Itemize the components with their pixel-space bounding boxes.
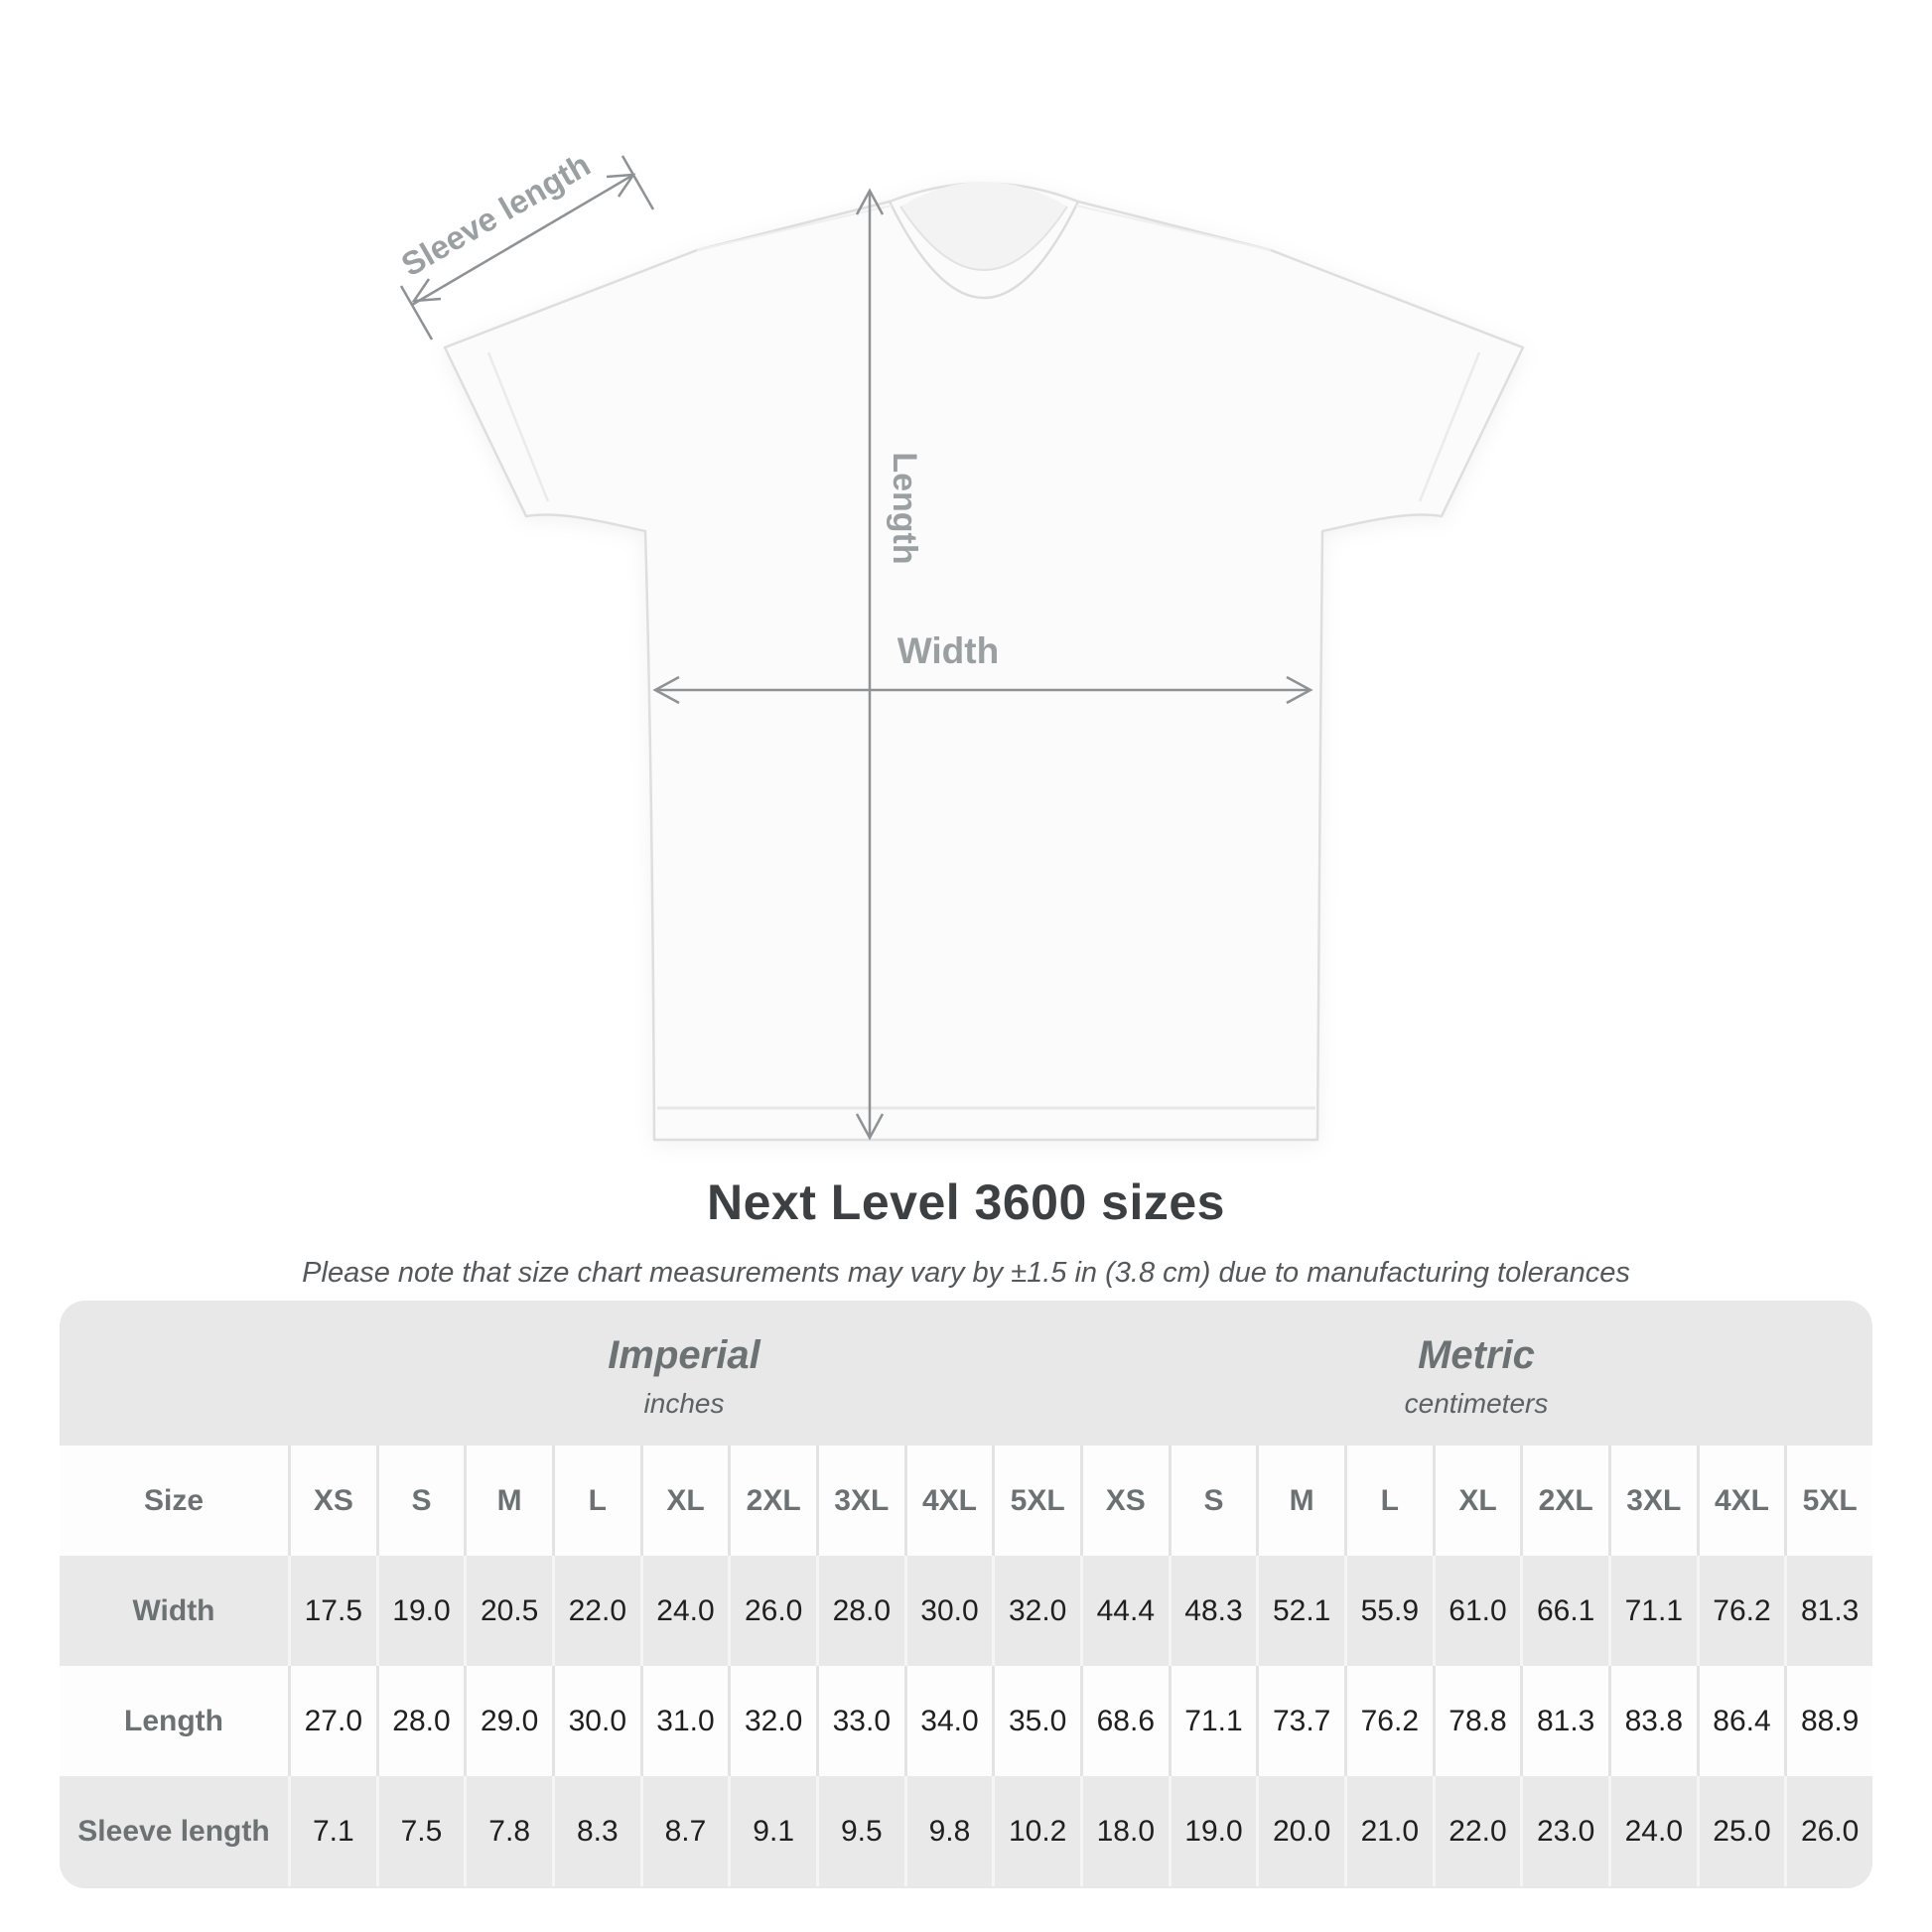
- row-label: Length: [60, 1666, 288, 1776]
- value-cell: 22.0: [1433, 1776, 1521, 1886]
- value-cell: 7.8: [464, 1776, 552, 1886]
- value-cell: 25.0: [1697, 1776, 1785, 1886]
- value-cell: 73.7: [1256, 1666, 1344, 1776]
- value-cell: 8.7: [640, 1776, 729, 1886]
- value-cell: 76.2: [1697, 1556, 1785, 1666]
- value-cell: 8.3: [552, 1776, 640, 1886]
- value-cell: 26.0: [1784, 1776, 1872, 1886]
- value-cell: 86.4: [1697, 1666, 1785, 1776]
- value-cell: 32.0: [992, 1556, 1080, 1666]
- value-cell: 29.0: [464, 1666, 552, 1776]
- value-cell: 44.4: [1080, 1556, 1169, 1666]
- value-cell: 22.0: [552, 1556, 640, 1666]
- size-col-header: L: [1344, 1446, 1433, 1556]
- value-cell: 31.0: [640, 1666, 729, 1776]
- value-cell: 7.5: [376, 1776, 465, 1886]
- value-cell: 35.0: [992, 1666, 1080, 1776]
- size-col-header: 3XL: [1608, 1446, 1697, 1556]
- value-cell: 26.0: [728, 1556, 816, 1666]
- value-cell: 24.0: [1608, 1776, 1697, 1886]
- tolerance-note: Please note that size chart measurements may vary by ±1.5 in (3.8 cm) due to manufacturing tolerances: [302, 1257, 1630, 1289]
- value-cell: 20.0: [1256, 1776, 1344, 1886]
- value-cell: 81.3: [1784, 1556, 1872, 1666]
- size-col-header: 5XL: [1784, 1446, 1872, 1556]
- value-cell: 61.0: [1433, 1556, 1521, 1666]
- value-cell: 76.2: [1344, 1666, 1433, 1776]
- value-cell: 28.0: [816, 1556, 904, 1666]
- size-col-header: XS: [1080, 1446, 1169, 1556]
- size-header-cell: Size: [60, 1446, 288, 1556]
- value-cell: 20.5: [464, 1556, 552, 1666]
- value-cell: 24.0: [640, 1556, 729, 1666]
- value-cell: 10.2: [992, 1776, 1080, 1886]
- value-cell: 30.0: [904, 1556, 993, 1666]
- value-cell: 9.1: [728, 1776, 816, 1886]
- size-col-header: M: [1256, 1446, 1344, 1556]
- imperial-unit: inches: [643, 1387, 725, 1419]
- value-cell: 55.9: [1344, 1556, 1433, 1666]
- value-cell: 9.5: [816, 1776, 904, 1886]
- value-cell: 30.0: [552, 1666, 640, 1776]
- value-cell: 19.0: [376, 1556, 465, 1666]
- value-cell: 66.1: [1520, 1556, 1608, 1666]
- size-col-header: 4XL: [1697, 1446, 1785, 1556]
- size-col-header: S: [376, 1446, 465, 1556]
- value-cell: 52.1: [1256, 1556, 1344, 1666]
- value-cell: 28.0: [376, 1666, 465, 1776]
- metric-unit: centimeters: [1404, 1387, 1549, 1419]
- size-col-header: XL: [640, 1446, 729, 1556]
- imperial-label: Imperial: [608, 1332, 760, 1377]
- page-title: Next Level 3600 sizes: [707, 1174, 1225, 1230]
- size-col-header: 4XL: [904, 1446, 993, 1556]
- size-col-header: 5XL: [992, 1446, 1080, 1556]
- row-label: Width: [60, 1556, 288, 1666]
- width-diagram-label: Width: [897, 630, 1000, 671]
- size-col-header: 3XL: [816, 1446, 904, 1556]
- value-cell: 68.6: [1080, 1666, 1169, 1776]
- row-label: Sleeve length: [60, 1776, 288, 1886]
- value-cell: 48.3: [1169, 1556, 1257, 1666]
- size-col-header: L: [552, 1446, 640, 1556]
- value-cell: 81.3: [1520, 1666, 1608, 1776]
- size-col-header: S: [1169, 1446, 1257, 1556]
- metric-unit-group: [1080, 1301, 1872, 1446]
- metric-label: Metric: [1418, 1332, 1535, 1377]
- size-col-header: 2XL: [1520, 1446, 1608, 1556]
- size-col-header: 2XL: [728, 1446, 816, 1556]
- unit-band-spacer: [60, 1301, 288, 1446]
- value-cell: 32.0: [728, 1666, 816, 1776]
- size-grid: [60, 1446, 1872, 1886]
- value-cell: 23.0: [1520, 1776, 1608, 1886]
- sleeve-length-diagram-label: Sleeve length: [394, 145, 597, 284]
- value-cell: 78.8: [1433, 1666, 1521, 1776]
- value-cell: 83.8: [1608, 1666, 1697, 1776]
- imperial-unit-group: [288, 1301, 1080, 1446]
- size-table: [60, 1301, 1872, 1888]
- value-cell: 34.0: [904, 1666, 993, 1776]
- value-cell: 21.0: [1344, 1776, 1433, 1886]
- unit-header-band: [60, 1301, 1872, 1446]
- value-cell: 17.5: [288, 1556, 376, 1666]
- size-col-header: XL: [1433, 1446, 1521, 1556]
- size-col-header: M: [464, 1446, 552, 1556]
- value-cell: 71.1: [1608, 1556, 1697, 1666]
- value-cell: 88.9: [1784, 1666, 1872, 1776]
- length-diagram-label: Length: [886, 452, 923, 565]
- title-block: [0, 1173, 1932, 1290]
- value-cell: 7.1: [288, 1776, 376, 1886]
- value-cell: 27.0: [288, 1666, 376, 1776]
- value-cell: 19.0: [1169, 1776, 1257, 1886]
- value-cell: 18.0: [1080, 1776, 1169, 1886]
- value-cell: 9.8: [904, 1776, 993, 1886]
- size-col-header: XS: [288, 1446, 376, 1556]
- value-cell: 71.1: [1169, 1666, 1257, 1776]
- value-cell: 33.0: [816, 1666, 904, 1776]
